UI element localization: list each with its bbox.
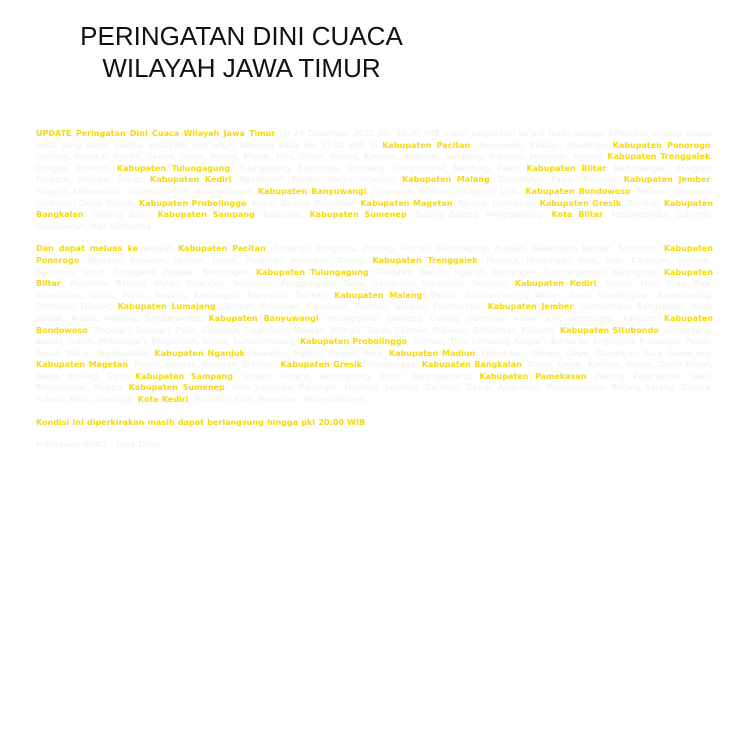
- region-name: Kabupaten Sampang: [135, 371, 233, 381]
- extend-region-list: [36, 244, 713, 404]
- extend-intro: wilayah: [137, 244, 179, 254]
- region-areas: : Tulungagung, Boyolangu, Gondang, Campurdarat, Bandung, Pakel;: [230, 163, 527, 173]
- region-areas: : Kokop, Geger, Klampis, Sepulu, Tanah Merah, Blega, Konang, Galis;: [36, 360, 713, 381]
- region-name: Kabupaten Jember: [623, 175, 711, 185]
- region-name: Kabupaten Bangkalan: [421, 360, 522, 370]
- title-line-2: WILAYAH JAWA TIMUR: [102, 53, 381, 83]
- region-areas: : Ngadiluwih, Kandat, Wates, Ngancar;: [231, 175, 403, 185]
- region-areas: : Pesanggaran, Genteng, Cluring, Gambiran, Kabat, Giri, Wongsorejo, Kalipuro;: [318, 313, 664, 323]
- paragraph-duration: Kondisi ini diperkirakan masih dapat berlangsung hingga pkl 20:00 WIB: [36, 417, 366, 427]
- region-areas: : Bantur, Sumbermanjing Wetan, Turen, Gondanglegi, Ampelgading, Tirtoyudo, Dampit;: [36, 290, 713, 312]
- region-name: Kabupaten Tulungagung: [116, 163, 231, 173]
- page-title: [0, 20, 483, 84]
- region-name: Kabupaten Banyuwangi: [208, 313, 319, 323]
- region-areas: : Kota Sumenep, Kalianget, Manding, Lenteng, Ganding, Dasuk, Ambunten, Pasongsongan, Batang Batang, Gapura, Rubaru, Bluto, Saronggi;: [36, 383, 713, 405]
- region-areas: : Glenmore, Kalibaru, Songgon, Licin;: [366, 186, 526, 196]
- region-name: Kabupaten Bondowoso: [36, 313, 714, 335]
- region-name: Kabupaten Sumenep: [309, 210, 407, 220]
- region-name: Kabupaten Tulungagung: [255, 267, 369, 277]
- region-name: Kota Blitar: [551, 210, 603, 220]
- footer-credit: Prakirawan BMKG - Jawa Timur: [36, 440, 162, 450]
- extend-heading: Dan dapat meluas ke: [36, 244, 138, 254]
- region-areas: : Tegalombo, Tulakan, Ngadirojo;: [470, 140, 613, 150]
- region-name: Kabupaten Malang: [334, 290, 423, 300]
- update-region-list: [36, 141, 713, 231]
- region-areas: : Poncol, Plaosan, Panekan, Sidorejo;: [128, 360, 281, 370]
- region-name: Kabupaten Jember: [487, 302, 574, 312]
- region-name: Kabupaten Ponorogo: [612, 140, 711, 150]
- region-name: Kota Kediri: [137, 395, 189, 405]
- region-name: Kabupaten Gresik: [539, 198, 622, 208]
- region-name: Kabupaten Blitar: [36, 267, 714, 289]
- region-areas: : Mojoroto, Kota, Pesantren, dan sekitarnya.: [188, 395, 367, 405]
- region-areas: : Tempeh, Pronojiwo, Candipuro, Pasirian, Senduro, Pasrujambe;: [215, 302, 488, 312]
- region-name: Kabupaten Kediri: [150, 175, 232, 185]
- region-areas: : Donorojo, Pringkuku, Punung, Pacitan, Kebonagung, Arjosari, Nawangan, Bandar, Sudimoro;: [265, 244, 664, 254]
- paragraph-extend: [36, 243, 713, 405]
- update-intro: tgl 24 Desember 2022 pkl. 16:30 WIB masih berpotensi terjadi hujan dengan intensitas sedang hingga lebat yang dapat disertai kilat/petir dan angin kencang pada pkl 17:00 WIB di: [36, 129, 714, 150]
- region-areas: : Sumberbaru, Bangsalsari, Panti, Kalisat, Arjasa, Mayang, Sumberjambe;: [36, 302, 714, 323]
- region-name: Kabupaten Sampang: [157, 210, 255, 220]
- region-areas: : Pakong, Pegantenan, Waru, Batumarmar, Proppo;: [36, 371, 713, 393]
- region-areas: : Wonotirto, Bakung, Wates, Binangun, Sutojayan, Panggungrejo, Talun, Gandusari, Kesamben, Selopuro;: [60, 279, 515, 289]
- region-areas: : Tanggul, Ledokombo, Sukowono, Silo, Sumberjambe;: [36, 175, 714, 196]
- region-name: Kabupaten Nganjuk: [154, 348, 245, 358]
- region-areas: : Donomulyo, Pagak, Kalipare,: [489, 175, 624, 185]
- region-name: Kabupaten Lumajang: [117, 302, 216, 312]
- region-areas: : Kalidawir, Besuki, Ngunut, Rejotangan, Sumbergempol, Karangrejo;: [368, 267, 664, 277]
- region-areas: : Kebon Sari, Dolopo, Geger, Dagangan, Kare, Gemarang;: [475, 348, 714, 358]
- region-areas: : Dongko, Durenan,: [36, 152, 713, 173]
- region-name: Kabupaten Banyuwangi: [257, 186, 367, 196]
- region-name: Kabupaten Malang: [402, 175, 490, 185]
- region-name: Kabupaten Pamekasan: [479, 371, 587, 381]
- region-name: Kabupaten Trenggalek: [372, 255, 478, 265]
- region-areas: : Panggul, Munjungan, Pule, Tugu, Karangan, Kampak, Watulimo, Suruh, Trenggalek, Pogalan, Bendungan;: [36, 255, 714, 277]
- region-name: Kabupaten Madiun: [389, 348, 476, 358]
- region-name: Kabupaten Bondowoso: [525, 186, 631, 196]
- region-areas: : Semen, Mojo, Kras, Pare, Plosoklaten, Gurah, Puncu, Kepung, Kandangan, Banyakan, Tarokan;: [36, 279, 713, 300]
- paragraph-update: [36, 128, 713, 232]
- region-areas: : Kademangan, Kanigoro, Ponggok, Srengat, Wlingi;: [36, 163, 713, 185]
- region-name: Kabupaten Kediri: [514, 279, 597, 289]
- update-heading: UPDATE Peringatan Dini Cuaca Wilayah Jawa Timur: [36, 129, 276, 138]
- region-areas: : Ketapang;: [254, 210, 310, 220]
- warning-content: [36, 128, 713, 462]
- region-name: Kabupaten Trenggalek: [607, 152, 711, 162]
- region-name: Kabupaten Situbondo: [560, 325, 659, 335]
- region-name: Kabupaten Sumenep: [128, 383, 225, 393]
- region-name: Kabupaten Pacitan: [382, 140, 471, 150]
- region-areas: : Omben, Robatal, Kedungdung, Torjun, Karangpenang;: [232, 371, 480, 381]
- region-areas: : Parang, Lembeyan;: [452, 198, 540, 208]
- region-name: Kabupaten Probolinggo: [139, 198, 247, 208]
- title-line-1: PERINGATAN DINI CUACA: [80, 21, 403, 51]
- region-areas: : Tanjung Bumi;: [83, 210, 158, 220]
- region-areas: : Slahung, Bungkal, Sambit, Sawoo, Sooko, Pulung, Mlarak, Jetis, Siman, Balong, Kauman, Badegan, Sampung, Sukorejo, Jenangan, Ngebel;: [36, 140, 714, 162]
- region-name: Kabupaten Magetan: [360, 198, 453, 208]
- region-areas: : Sangkapura;: [361, 360, 422, 370]
- region-name: Kabupaten Magetan: [36, 360, 129, 370]
- region-areas: : Sawahan, Ngetos, Loceret, Pace;: [244, 348, 390, 358]
- region-areas: : Jatibanteng, Besuki, Suboh, Mlandingan, Banyuputih, Arjasa, Sumbermalang;: [36, 325, 713, 347]
- region-name: Kabupaten Pacitan: [178, 244, 266, 254]
- region-name: Kabupaten Ponorogo: [36, 244, 713, 265]
- region-areas: : Ngrayun, Babadan, Jambon, Pudak, Ponorogo, Jenangan, Balong;: [79, 255, 373, 265]
- region-areas: : Pakisan, Tamanan, Jambesari Darus Sholah;: [36, 186, 714, 208]
- region-name: Kabupaten Gresik: [280, 360, 362, 370]
- region-name: Kabupaten Blitar: [526, 163, 607, 173]
- region-name: Kabupaten Probolinggo: [299, 337, 408, 347]
- region-areas: : Tambak;: [621, 198, 664, 208]
- region-areas: : Sumber, Tiris, Lumbang, Kuripan, Bantaran, Krejengan, Kotaanyar, Paiton, Besuk, Maron, Tegalsiwalan;: [36, 337, 714, 358]
- region-areas: : Kepanjenkidul, Sukorejo, Sananwetan, dan sekitarnya.: [36, 210, 714, 231]
- region-name: Kabupaten Bangkalan: [36, 198, 714, 220]
- region-areas: : Tlogosari, Sukosari, Pujer, Grujugan, Curahdami, Maesan, Wringin, Tapen, Cermee, Prajekan, Botolinggo, Klabang;: [87, 325, 561, 335]
- region-areas: : Batang Batang, Manggaanang;: [406, 210, 552, 220]
- region-areas: : Krucil, Gading, Pakuniran;: [246, 198, 361, 208]
